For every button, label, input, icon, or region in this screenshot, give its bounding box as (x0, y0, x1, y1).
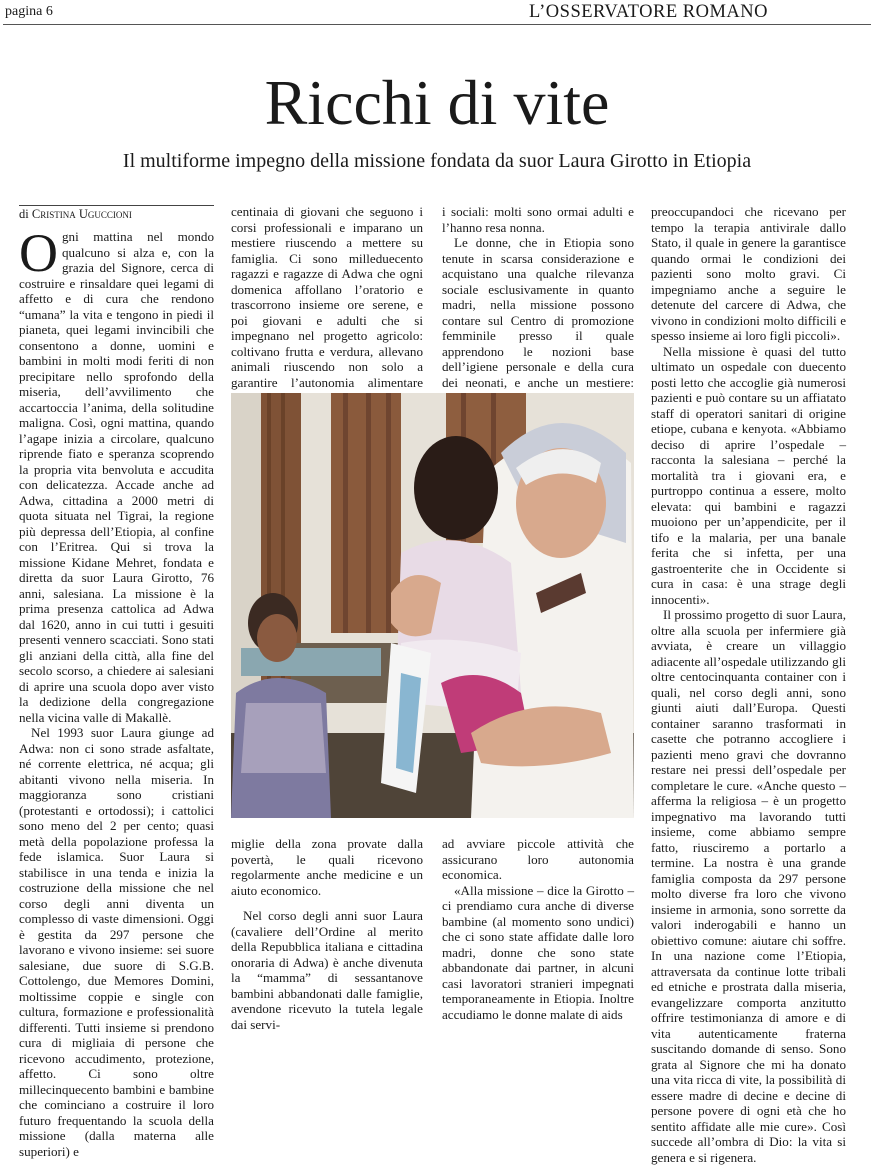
paragraph: preoccupandoci che ricevano per tempo la terapia antivirale dallo Stato, il quale in genere la garantisce quando ormai le condizioni dei pazienti sono molto gravi. Ci impegniamo anche a seguire le detenute del carcere di Adwa, che vivono in condizioni molto difficili e spesso insieme ai loro figli piccoli». (651, 204, 846, 343)
column-2-bottom (231, 836, 423, 1032)
paragraph: Le donne, che in Etiopia sono tenute in scarsa considerazione e acquistano una qualche rilevanza sociale esclusivamente in quanto madri, nella missione possono contare sul Centro di promozione femminile presso il quale apprendono le nozioni base dell’igiene personale e della cura dei neonati, e anche un mestiere: (442, 235, 634, 390)
paragraph-text: gni mattina nel mondo qualcuno si alza e, con la grazia del Signore, cerca di costruire e rinsaldare quei legami di affetto e di cura che rendono “umana” la vita e tengono in piedi il pianeta, quei legami invincibili che consentono a donne, uomini e bambini in molti modi feriti di non precipitare nello sprofondo della miseria, dell’avvilimento che accartoccia l’anima, della solitudine maligna. Così, ogni mattina, quando l’agape inizia a circolare, qualcuno riprende fiato e speranza scoprendo la propria vita benvoluta e accudita con delicatezza. Accade anche ad Adwa, cittadina a 2000 metri di quota situata nel Tigrai, la regione più depressa dell’Etiopia, al confine con l’Eritrea. Qui si trova la missione Kidane Mehret, fondata e diretta da suor Laura Girotto, 76 anni, salesiana. La missione è la prima presenza cattolica ad Adwa dal 1620, anno in cui tutti i gesuiti presenti vennero scacciati. Sono stati gli anziani della città, alla fine del secolo scorso, a chiedere ai salesiani di aprire una scuola dopo aver visto la dedizione della congregazione nella vicina valle di Makallè. (19, 229, 214, 725)
header-rule (3, 24, 871, 25)
paragraph (19, 223, 214, 725)
photo-nun-holding-child-icon (231, 393, 634, 818)
byline (19, 205, 214, 222)
article-subtitle: Il multiforme impegno della missione fondata da suor Laura Girotto in Etiopia (122, 150, 752, 172)
drop-cap: O (19, 223, 58, 283)
byline-prefix: di (19, 207, 29, 221)
paragraph: Nel corso degli anni suor Laura (cavaliere dell’Ordine al merito della Repubblica italiana e cittadina onoraria di Adwa) è anche divenuta la “mamma” di sessantanove bambini abbandonati dalle famiglie, avendone ricevuto la tutela legale dai servi- (231, 908, 423, 1032)
article-title: Ricchi di vite (264, 67, 610, 138)
page-number: pagina 6 (5, 4, 53, 19)
column-1 (19, 223, 214, 1159)
page-header (0, 0, 874, 24)
column-4 (651, 204, 846, 1165)
paragraph: «Alla missione – dice la Girotto – ci prendiamo cura anche di diverse bambine (al momento sono undici) che ci sono state affidate dalle loro madri, donne che sono state abbandonate dai partner, in alcuni casi lavoratori stranieri impegnati temporaneamente in Etiopia. Inoltre accudiamo le donne malate di aids (442, 882, 634, 1022)
paragraph: i sociali: molti sono ormai adulti e l’hanno resa nonna. (442, 204, 634, 235)
column-3-bottom (442, 836, 634, 1022)
article-photo (231, 393, 634, 818)
byline-author: Cristina Uguccioni (31, 207, 132, 221)
paragraph: Nella missione è quasi del tutto ultimato un ospedale con duecento posti letto che accoglie già numerosi pazienti e può contare su un affiatato staff di operatori sanitari di origine etiope, cubana e kenyota. «Abbiamo deciso di aprire l’ospedale – racconta la salesiana – perché la mortalità tra i giovani era, e purtroppo continua a essere, molto elevata: qui bambini e ragazzi muoiono per un’appendicite, per il tifo e la malaria, per una banale ferita che si infetta, per una gastroenterite che in Occidente si cura in casa: è una strage degli innocenti». (651, 343, 846, 607)
paragraph: Nel 1993 suor Laura giunge ad Adwa: non ci sono strade asfaltate, né corrente elettrica, né acqua; gli abitanti vivono nella miseria. In maggioranza sono cristiani (protestanti e ortodossi); i cattolici sono meno del 2 per cento; quasi metà della popolazione professa la fede islamica. Suor Laura si stabilisce in una tenda e inizia la costruzione della missione che nel corso degli anni diventa un complesso di vaste dimensioni. Oggi è gestita da 297 persone che lavorano e vivono insieme: sei suore salesiane, due suore di S.G.B. Cottolengo, due Memores Domini, moltissime coppie e single con cultura, formazione e professionalità differenti. Tutti insieme si prendono cura di migliaia di persone che ricevono accudimento, protezione, affetto. Ci sono oltre millecinquecento bambini e bambine che cominciano a costruire il loro futuro frequentando la scuola della missione (dalla materna alle superiori) e (19, 725, 214, 1159)
paragraph: Il prossimo progetto di suor Laura, oltre alla scuola per infermiere già avviata, è creare un villaggio adiacente all’ospedale utilizzando gli oltre centocinquanta container con i quali, nel corso degli anni, sono giunti aiuti dall’Europa. Questi container saranno trasformati in casette che potranno accogliere i pazienti meno gravi che dovranno restare nei pressi dell’ospedale per completare le cure. «Anche questo – afferma la religiosa – è un progetto impegnativo ma lavorando tutti insieme, come abbiamo sempre fatto, riusciremo a portarlo a termine. La nostra è una grande famiglia composta da 297 persone molto diverse fra loro che vivono insieme in armonia, sono sorrette da valori inderogabili e hanno un obiettivo comune: aiutare chi soffre. In una nazione come l’Etiopia, attraversata da continue lotte tribali ed etniche e prostrata dalla miseria, evangelizzare comporta anzitutto offrire testimonianza di amore e di vita autenticamente fraterna suscitando domande di senso. Sono grata al Signore che mi ha donato una vita ricca di vite, la possibilità di essere madre di decine e decine di persone povere di ogni età che ho sentito affidate alle mie cure». Così succede all’ombra di Dio: la vita si genera e si rigenera. (651, 607, 846, 1165)
column-3-top (442, 204, 634, 421)
paragraph: ad avviare piccole attività che assicurano loro autonomia economica. (442, 836, 634, 882)
masthead: L’OSSERVATORE ROMANO (529, 2, 768, 22)
paragraph: miglie della zona provate dalla povertà, le quali ricevono regolarmente anche medicine e un aiuto economico. (231, 836, 423, 898)
paragraph: centinaia di giovani che seguono i corsi professionali e imparano un mestiere riuscendo a mettere su famiglia. Ci sono milleduecento ragazzi e ragazze di Adwa che ogni domenica affollano l’oratorio e trascorrono insieme ore serene, e poi giovani e adulti che si impegnano nel progetto agricolo: coltivano frutta e verdura, allevano animali riuscendo non solo a garantire l’autonomia alimentare (231, 204, 423, 390)
